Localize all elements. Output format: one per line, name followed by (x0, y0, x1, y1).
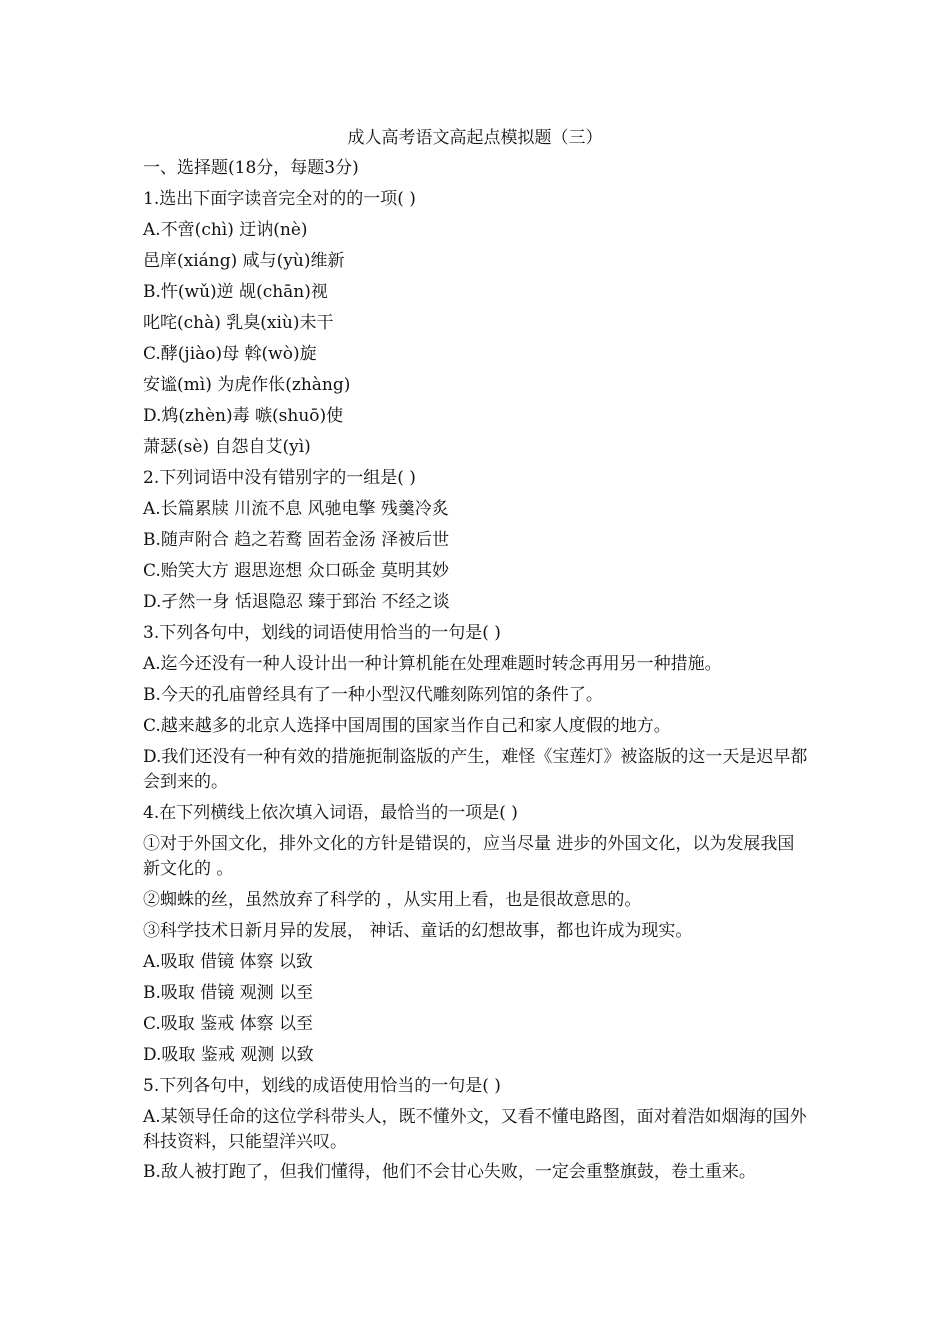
document-body (143, 153, 808, 1190)
q4-option-a: A.吸取 借镜 体察 以致 (143, 952, 313, 972)
q3-option-a: A.迄今还没有一种人设计出一种计算机能在处理难题时转念再用另一种措施。 (143, 654, 722, 674)
section-heading: 一、选择题(18分，每题3分) (143, 158, 359, 178)
q2-stem: 2.下列词语中没有错别字的一组是( ) (143, 468, 416, 488)
q1-option-c-line1: C.酵(jiào)母 斡(wò)旋 (143, 344, 317, 364)
q4-stem: 4.在下列横线上依次填入词语，最恰当的一项是( ) (143, 803, 518, 823)
q4-option-b: B.吸取 借镜 观测 以至 (143, 983, 314, 1003)
q1-option-b-line2: 叱咤(chà) 乳臭(xiù)未干 (143, 313, 334, 333)
q2-option-c: C.贻笑大方 遐思迩想 众口砾金 莫明其妙 (143, 561, 450, 581)
q2-option-a: A.长篇累牍 川流不息 风驰电擎 残羹冷炙 (143, 499, 449, 519)
q4-option-d: D.吸取 鉴戒 观测 以致 (143, 1045, 314, 1065)
q1-option-c-line2: 安谧(mì) 为虎作伥(zhàng) (143, 375, 351, 395)
q3-stem: 3.下列各句中，划线的词语使用恰当的一句是( ) (143, 623, 501, 643)
document-title: 成人高考语文高起点模拟题（三） (347, 128, 603, 148)
q1-option-d-line2: 萧瑟(sè) 自怨自艾(yì) (143, 437, 311, 457)
q1-option-b-line1: B.忤(wǔ)逆 觇(chān)视 (143, 282, 328, 302)
q3-option-d: D.我们还没有一种有效的措施扼制盗版的产生，难怪《宝莲灯》被盗版的这一天是迟早都会到来的。 (143, 747, 808, 792)
q4-sentence-2: ②蜘蛛的丝，虽然放弃了科学的 ，从实用上看，也是很故意思的。 (143, 890, 642, 910)
q5-stem: 5.下列各句中，划线的成语使用恰当的一句是( ) (143, 1076, 501, 1096)
q4-option-c: C.吸取 鉴戒 体察 以至 (143, 1014, 314, 1034)
q4-sentence-1: ①对于外国文化，排外文化的方针是错误的，应当尽量 进步的外国文化，以为发展我国新文化的 。 (143, 834, 795, 879)
q1-option-a-line1: A.不啻(chì) 迂讷(nè) (143, 220, 308, 240)
q3-option-c: C.越来越多的北京人选择中国周围的国家当作自己和家人度假的地方。 (143, 716, 671, 736)
q1-stem: 1.选出下面字读音完全对的的一项( ) (143, 189, 416, 209)
q1-option-d-line1: D.鸩(zhèn)毒 嗾(shuō)使 (143, 406, 344, 426)
q2-option-b: B.随声附合 趋之若鹜 固若金汤 泽被后世 (143, 530, 450, 550)
q5-option-b: B.敌人被打跑了，但我们懂得，他们不会甘心失败，一定会重整旗鼓，卷土重来。 (143, 1162, 756, 1182)
q2-option-d: D.孑然一身 恬退隐忍 臻于郅治 不经之谈 (143, 592, 450, 612)
q4-sentence-3: ③科学技术日新月异的发展， 神话、童话的幻想故事，都也许成为现实。 (143, 921, 693, 941)
q1-option-a-line2: 邑庠(xiáng) 咸与(yù)维新 (143, 251, 345, 271)
q3-option-b: B.今天的孔庙曾经具有了一种小型汉代雕刻陈列馆的条件了。 (143, 685, 603, 705)
q5-option-a: A.某领导任命的这位学科带头人，既不懂外文，又看不懂电路图，面对着浩如烟海的国外科技资料，只能望洋兴叹。 (143, 1107, 807, 1152)
